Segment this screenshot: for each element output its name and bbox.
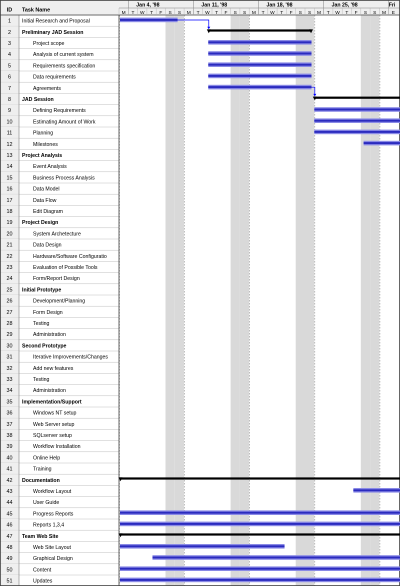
weekend-column (296, 15, 305, 586)
task-name: Training (33, 466, 52, 473)
task-bar-progress (314, 120, 400, 122)
day-letter: S (363, 10, 368, 16)
day-letter: S (168, 10, 172, 16)
task-bar-progress (120, 523, 400, 525)
task-id: 10 (6, 119, 13, 126)
task-name: Administration (33, 388, 66, 395)
task-name: Form/Report Design (33, 276, 80, 283)
task-id: 3 (8, 41, 11, 47)
task-name: Workflow Installation (33, 444, 81, 451)
task-name: Project Design (22, 220, 59, 227)
task-name: Form Design (33, 309, 63, 316)
task-name: Team Web Site (22, 533, 59, 540)
task-id: 20 (6, 231, 13, 238)
task-id: 30 (6, 343, 13, 350)
week-label: Fri (388, 2, 396, 9)
task-name: Initial Research and Proposal (22, 18, 90, 25)
task-id: 49 (6, 556, 13, 563)
task-id: 32 (6, 365, 13, 372)
task-name: System Archetecture (33, 231, 81, 238)
weekend-column (361, 15, 370, 586)
task-name: Defining Requirements (33, 108, 86, 115)
task-id: 6 (8, 74, 11, 81)
task-name: Project Analysis (22, 153, 63, 159)
task-name: Requirements specification (33, 63, 96, 70)
day-letter: S (233, 10, 237, 16)
day-letter: T (131, 10, 135, 16)
dependency-arrowhead (207, 27, 210, 30)
weekend-column (175, 15, 184, 586)
day-letter: S (373, 10, 377, 16)
bar-layer (119, 18, 400, 583)
task-name: Initial Prototype (22, 287, 62, 294)
task-id: 24 (6, 276, 13, 283)
task-id: 23 (6, 265, 13, 271)
task-bar-progress (120, 512, 400, 514)
task-name: Web Server setup (33, 421, 75, 428)
day-letter: M (251, 10, 256, 16)
task-name: Graphical Design (33, 556, 73, 563)
task-id: 2 (8, 29, 11, 36)
task-id: 27 (6, 309, 13, 316)
task-name: Data Design (33, 242, 62, 249)
task-name: Online Help (33, 455, 61, 462)
day-letter: T (345, 10, 349, 16)
summary-bar (120, 533, 400, 535)
day-letter: T (215, 10, 219, 16)
task-id: 28 (6, 321, 13, 327)
day-letter: T (196, 10, 200, 16)
week-label: Jan 4, '98 (136, 2, 160, 9)
task-id: 37 (6, 421, 13, 428)
task-bar-progress (314, 131, 400, 133)
task-id: 33 (6, 377, 13, 383)
task-name: Planning (33, 130, 54, 137)
day-letter: T (261, 10, 265, 16)
task-name: Event Analysis (33, 164, 67, 171)
day-letter: S (298, 10, 302, 16)
task-id: 26 (6, 298, 13, 305)
task-name: SQLserver setup (33, 433, 72, 439)
task-id: 19 (6, 220, 13, 227)
task-name: Project scope (33, 41, 65, 47)
task-name: Data Flow (33, 197, 57, 204)
id-column-header: ID (6, 7, 13, 14)
task-name: Implementation/Support (22, 399, 82, 406)
day-letter: M (316, 10, 321, 16)
task-id: 1 (8, 18, 11, 25)
day-letter: W (139, 10, 145, 16)
task-bar-progress (120, 568, 400, 570)
task-name: Testing (33, 377, 50, 383)
task-id: 35 (6, 399, 13, 406)
task-bar-progress (353, 489, 400, 491)
task-bar-progress (208, 86, 311, 88)
task-name: Documentation (22, 477, 60, 484)
task-id: 8 (8, 97, 11, 103)
task-bar-progress (120, 545, 285, 547)
table-layer (0, 0, 119, 586)
weekend-column (231, 15, 240, 586)
week-label: Jan 25, '98 (331, 2, 358, 9)
task-id: 39 (6, 444, 13, 451)
task-name: Agreements (33, 85, 61, 92)
day-letter: T (326, 10, 330, 16)
day-letter: F (159, 10, 163, 16)
day-letter: S (242, 10, 247, 16)
summary-bar (120, 477, 400, 479)
task-id: 7 (8, 85, 11, 92)
task-name: JAD Session (22, 97, 54, 103)
weekend-column (305, 15, 314, 586)
task-name: Iterative Improvements/Changes (33, 354, 108, 361)
task-name: Preliminary JAD Session (22, 29, 84, 36)
task-id: 11 (6, 130, 13, 137)
task-name: Development/Planning (33, 298, 86, 305)
weekend-column (240, 15, 249, 586)
task-bar-progress (208, 41, 311, 43)
task-name: Content (33, 567, 52, 574)
task-id: 47 (6, 533, 13, 540)
task-id: 12 (6, 141, 13, 148)
task-bar-progress (314, 109, 400, 111)
task-name: Windows NT setup (33, 410, 77, 417)
grid-layer (120, 15, 380, 586)
day-letter: E (391, 10, 395, 16)
task-id: 51 (6, 578, 13, 585)
task-id: 45 (6, 511, 13, 518)
day-letter: T (150, 10, 154, 16)
task-name: Analysis of current system (33, 52, 94, 59)
task-name: User Guide (33, 500, 60, 507)
task-bar-progress (208, 75, 311, 77)
day-letter: M (382, 10, 387, 16)
week-label: Jan 11, '98 (201, 2, 228, 9)
day-letter: W (205, 10, 210, 16)
task-name: Second Prototype (22, 343, 67, 350)
day-letter: W (270, 10, 275, 16)
week-label: Jan 18, '98 (266, 2, 293, 9)
task-name: Web Site Layout (33, 545, 71, 551)
task-id: 31 (6, 354, 13, 361)
task-name: Evaluation of Possible Tools (33, 265, 98, 271)
task-id: 9 (8, 108, 11, 115)
task-id: 48 (6, 545, 13, 551)
task-name: Administration (33, 332, 66, 339)
task-name-column-header: Task Name (22, 7, 51, 14)
day-letter: S (177, 10, 182, 16)
task-id: 44 (6, 500, 13, 507)
weekend-column (370, 15, 379, 586)
task-bar-progress (152, 557, 400, 559)
task-name: Edit Diagram (33, 209, 63, 215)
task-name: Business Process Analysis (33, 175, 95, 182)
task-bar-progress (120, 19, 178, 21)
task-id: 41 (6, 466, 13, 473)
task-bar-progress (208, 53, 311, 55)
summary-bar (314, 97, 400, 99)
task-id: 40 (6, 455, 13, 462)
day-letter: F (354, 10, 358, 16)
task-id: 25 (6, 287, 13, 294)
day-letter: T (280, 10, 284, 16)
task-name: Add new features (33, 365, 74, 372)
task-name: Testing (33, 321, 50, 327)
task-id: 43 (6, 489, 13, 495)
task-id: 29 (6, 332, 13, 339)
task-bar-progress (364, 142, 400, 144)
task-id: 42 (6, 477, 13, 484)
task-id: 5 (8, 63, 11, 70)
day-letter: S (308, 10, 312, 16)
task-name: Updates (33, 578, 53, 585)
task-id: 21 (6, 242, 13, 249)
task-id: 4 (8, 52, 11, 59)
day-letter: W (335, 10, 340, 16)
task-id: 36 (6, 410, 13, 417)
task-name: Data Model (33, 186, 60, 193)
task-id: 18 (6, 209, 13, 215)
task-id: 17 (6, 197, 13, 204)
summary-bar (208, 29, 311, 31)
task-id: 38 (6, 433, 13, 439)
task-id: 14 (6, 164, 13, 171)
task-id: 50 (6, 567, 13, 574)
weekend-column (166, 15, 175, 586)
task-id: 16 (6, 186, 13, 193)
task-id: 22 (6, 253, 13, 260)
day-letter: M (121, 10, 126, 16)
task-id: 15 (6, 175, 13, 182)
task-bar-progress (208, 64, 311, 66)
task-name: Reports 1,3,4 (33, 522, 65, 529)
task-id: 34 (6, 388, 13, 395)
day-letter: F (224, 10, 228, 16)
task-name: Hardware/Software Configuratio (33, 253, 107, 260)
task-id: 46 (6, 522, 13, 529)
day-letter: F (289, 10, 293, 16)
task-id: 13 (6, 153, 13, 159)
task-name: Milestones (33, 141, 58, 148)
task-name: Data requirements (33, 74, 76, 81)
day-letter: M (186, 10, 191, 16)
task-name: Progress Reports (33, 511, 74, 518)
task-bar-progress (120, 579, 400, 581)
task-name: Workflow Layout (33, 489, 72, 495)
task-name: Estimating Amount of Work (33, 119, 96, 126)
